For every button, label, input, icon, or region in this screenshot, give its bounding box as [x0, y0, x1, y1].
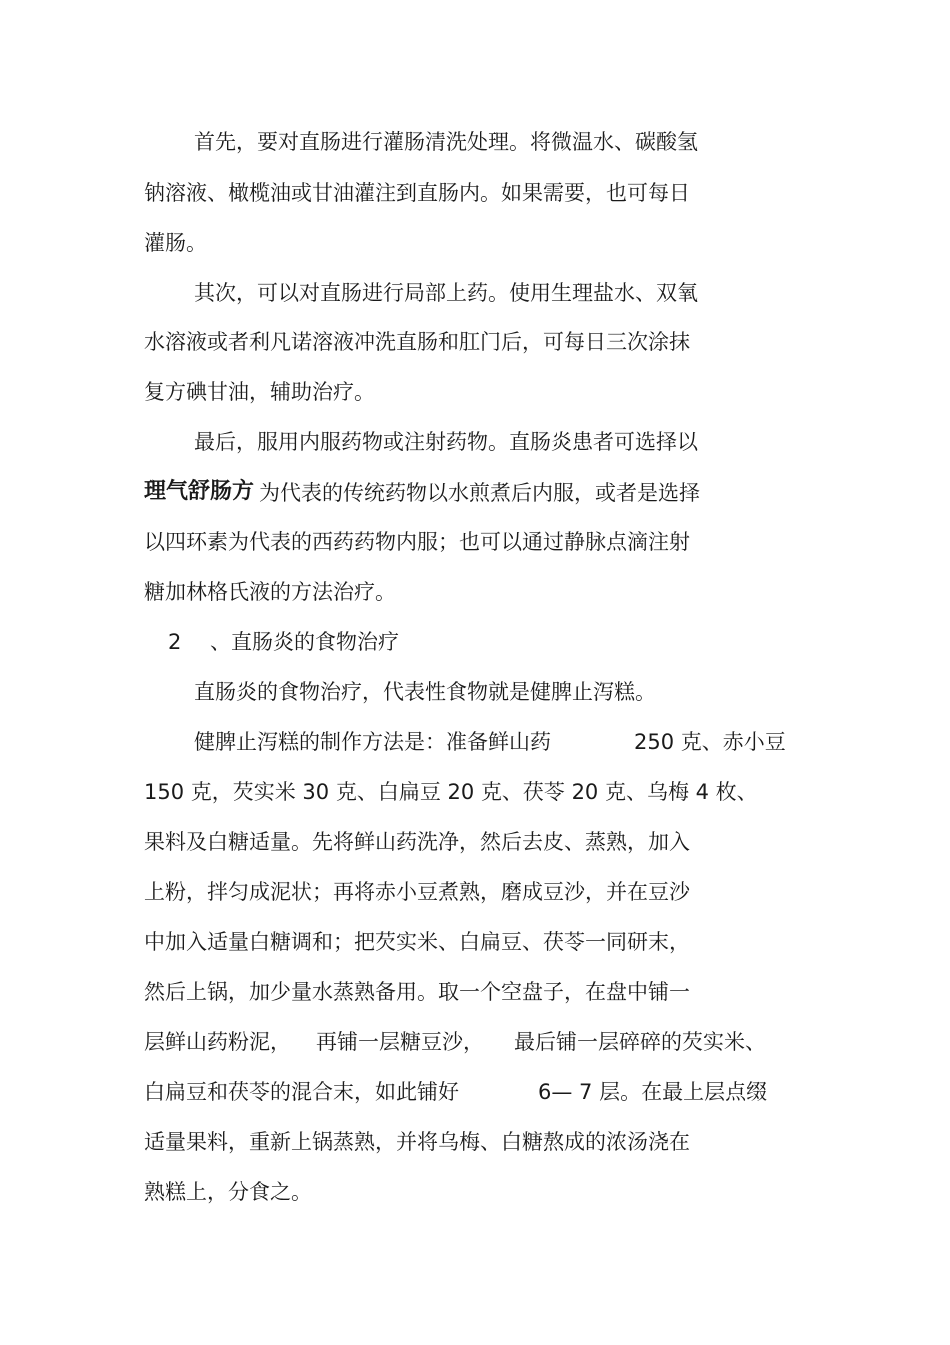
text-line: 再铺一层糖豆沙，	[316, 1030, 484, 1054]
text-line: 6— 7 层。在最上层点缀	[538, 1080, 768, 1104]
text-line: 水溶液或者利凡诺溶液冲洗直肠和肛门后，可每日三次涂抹	[144, 330, 690, 354]
text-line: 最后，服用内服药物或注射药物。直肠炎患者可选择以	[194, 430, 698, 454]
text-line: 复方碘甘油，辅助治疗。	[144, 380, 375, 404]
text-line: 适量果料，重新上锅蒸熟，并将乌梅、白糖熬成的浓汤浇在	[144, 1130, 690, 1154]
bold-term: 理气舒肠方	[144, 479, 255, 504]
text-line: 层鲜山药粉泥，	[144, 1030, 291, 1054]
text-line: 为代表的传统药物以水煎煮后内服，或者是选择	[259, 481, 700, 505]
text-line: 最后铺一层碎碎的芡实米、	[514, 1030, 766, 1054]
text-line: 糖加林格氏液的方法治疗。	[144, 580, 396, 604]
text-line: 直肠炎的食物治疗，代表性食物就是健脾止泻糕。	[194, 680, 656, 704]
text-line: 熟糕上，分食之。	[144, 1180, 312, 1204]
text-line: 以四环素为代表的西药药物内服；也可以通过静脉点滴注射	[144, 530, 690, 554]
text-line: 首先，要对直肠进行灌肠清洗处理。将微温水、碳酸氢	[194, 130, 698, 154]
text-line: 其次，可以对直肠进行局部上药。使用生理盐水、双氧	[194, 281, 698, 305]
text-line: 灌肠。	[144, 231, 207, 255]
text-line: 果料及白糖适量。先将鲜山药洗净，然后去皮、蒸熟，加入	[144, 830, 690, 854]
text-line: 然后上锅，加少量水蒸熟备用。取一个空盘子，在盘中铺一	[144, 980, 690, 1004]
section-number: 2	[168, 630, 182, 654]
text-line: 中加入适量白糖调和；把芡实米、白扁豆、茯苓一同研末，	[144, 930, 690, 954]
text-line: 150 克，芡实米 30 克、白扁豆 20 克、茯苓 20 克、乌梅 4 枚、	[144, 780, 758, 804]
text-line: 250 克、赤小豆	[634, 730, 786, 754]
text-line: 上粉，拌匀成泥状；再将赤小豆煮熟，磨成豆沙，并在豆沙	[144, 880, 690, 904]
text-line: 白扁豆和茯苓的混合末，如此铺好	[144, 1080, 459, 1104]
text-line: 健脾止泻糕的制作方法是：准备鲜山药	[194, 730, 551, 754]
text-line: 钠溶液、橄榄油或甘油灌注到直肠内。如果需要，也可每日	[144, 181, 690, 205]
section-heading: 、直肠炎的食物治疗	[210, 630, 399, 654]
